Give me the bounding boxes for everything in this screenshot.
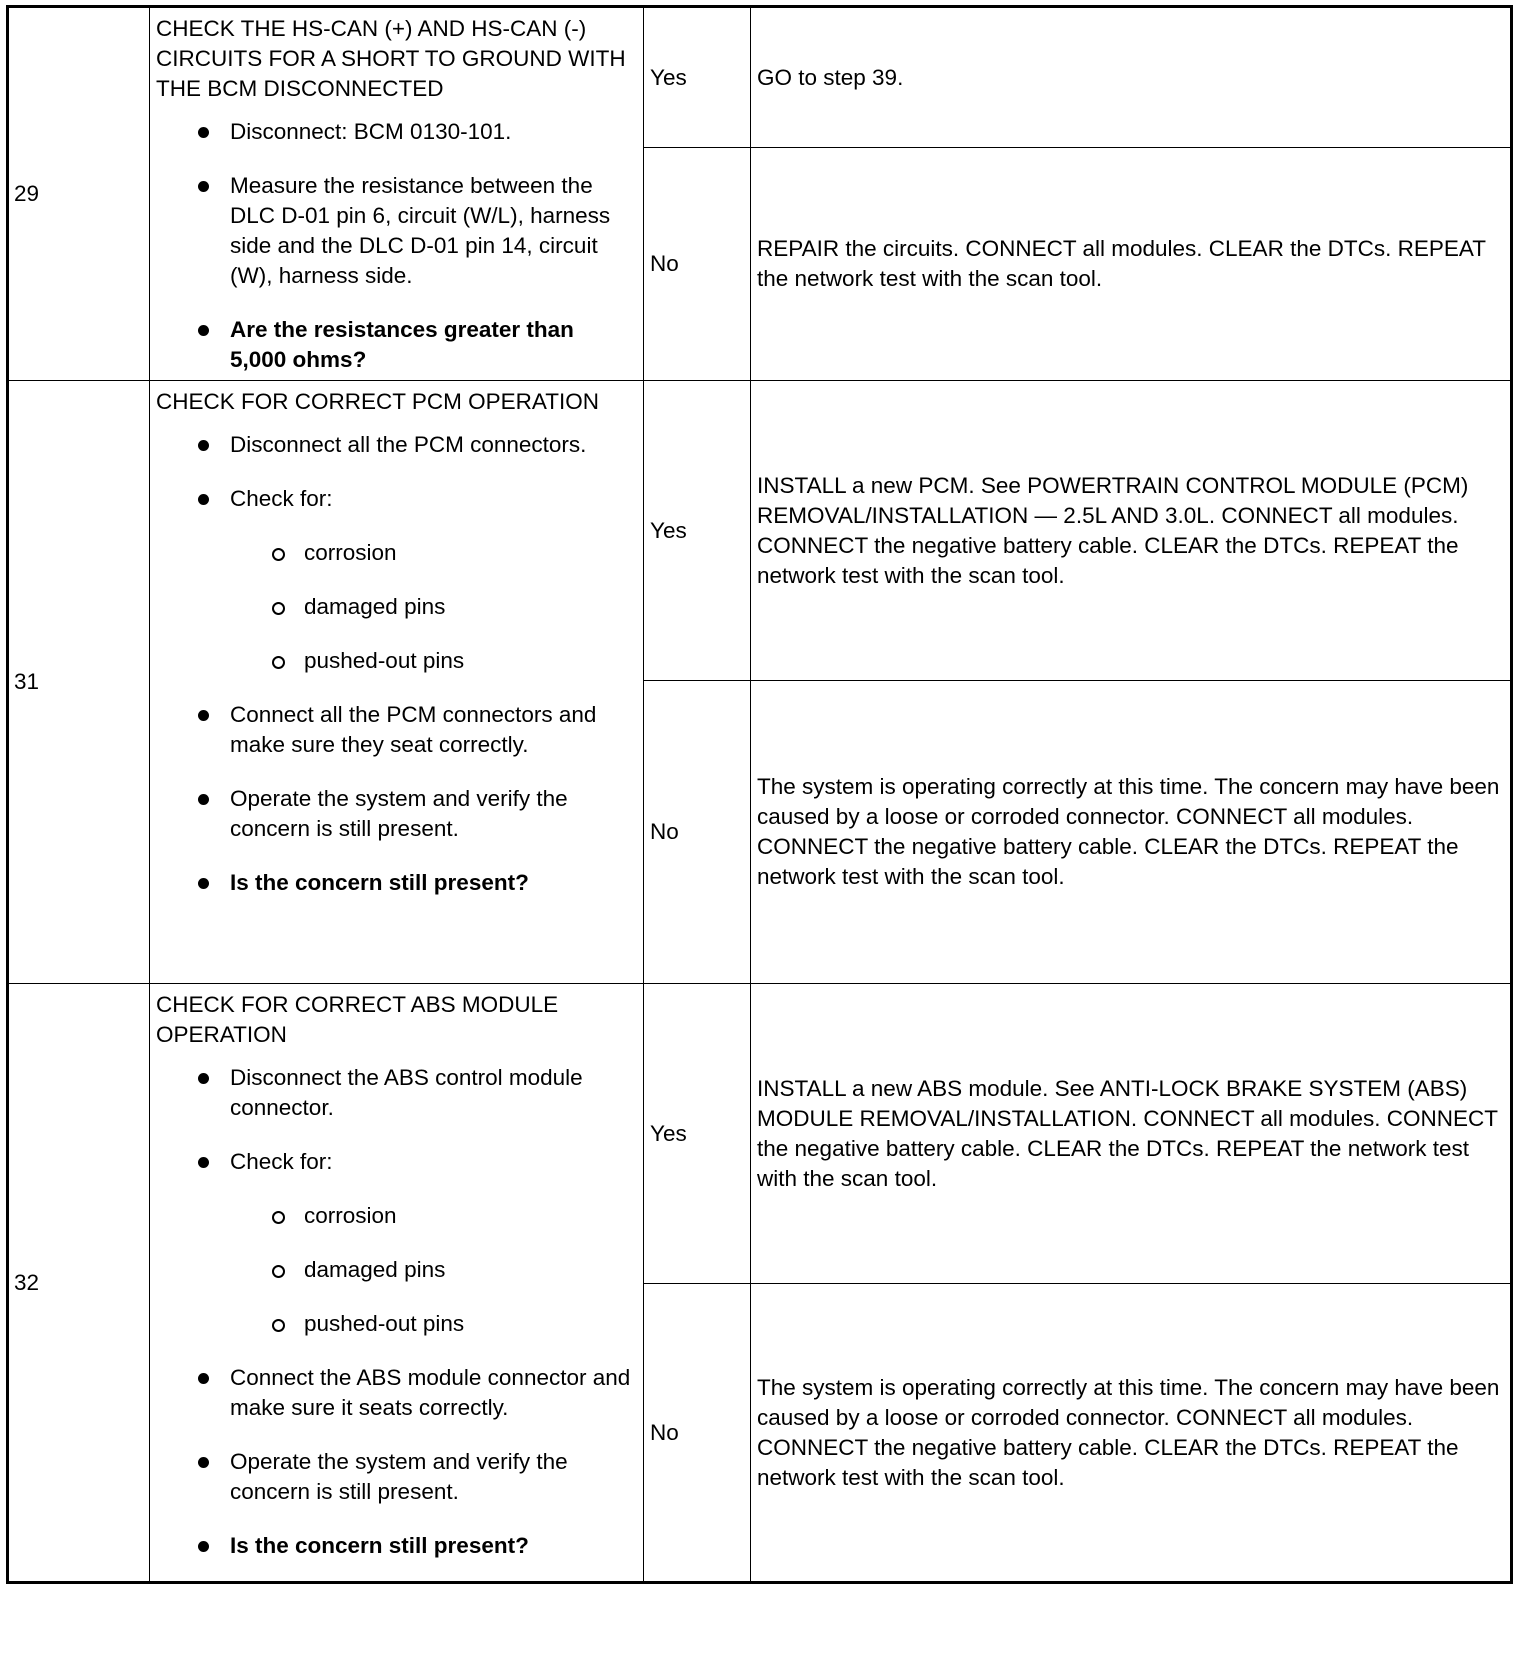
check-item: pushed-out pins	[156, 646, 635, 676]
instruction-item: Operate the system and verify the concern is still present.	[156, 784, 635, 844]
check-item: damaged pins	[156, 1255, 635, 1285]
check-item: pushed-out pins	[156, 1309, 635, 1339]
instruction-item: Operate the system and verify the concern is still present.	[156, 1447, 635, 1507]
step-action	[150, 381, 644, 984]
instruction-question: Are the resistances greater than 5,000 ohms?	[156, 315, 635, 375]
step-action	[150, 984, 644, 1583]
answer-yes-result: INSTALL a new ABS module. See ANTI-LOCK BRAKE SYSTEM (ABS) MODULE REMOVAL/INSTALLATION. CONNECT all modules. CONNECT the negative battery cable. CLEAR the DTCs. REPEAT the network test with the scan tool.	[751, 984, 1512, 1284]
instruction-question: Is the concern still present?	[156, 868, 635, 898]
answer-no-result: The system is operating correctly at this time. The concern may have been caused by a loose or corroded connector. CONNECT all modules. CONNECT the negative battery cable. CLEAR the DTCs. REPEAT the network test with the scan tool.	[751, 1284, 1512, 1583]
step-29-yes-row	[8, 7, 1512, 148]
step-32-yes-row	[8, 984, 1512, 1284]
check-item: corrosion	[156, 538, 635, 568]
answer-yes-label: Yes	[644, 381, 751, 681]
instruction-item: Measure the resistance between the DLC D-01 pin 6, circuit (W/L), harness side and the DLC D-01 pin 14, circuit (W), harness side.	[156, 171, 635, 291]
check-for-label: Check for:	[230, 1149, 333, 1174]
check-for-label: Check for:	[230, 486, 333, 511]
answer-no-result: The system is operating correctly at this time. The concern may have been caused by a loose or corroded connector. CONNECT all modules. CONNECT the negative battery cable. CLEAR the DTCs. REPEAT the network test with the scan tool.	[751, 681, 1512, 984]
instruction-item	[156, 484, 635, 676]
step-title: CHECK THE HS-CAN (+) AND HS-CAN (-) CIRCUITS FOR A SHORT TO GROUND WITH THE BCM DISCONNECTED	[156, 16, 626, 101]
answer-yes-result: GO to step 39.	[751, 7, 1512, 148]
step-instructions	[156, 1063, 635, 1561]
step-number: 32	[8, 984, 150, 1583]
step-instructions	[156, 117, 635, 375]
instruction-item	[156, 1147, 635, 1339]
check-item: damaged pins	[156, 592, 635, 622]
answer-no-label: No	[644, 681, 751, 984]
answer-no-result: REPAIR the circuits. CONNECT all modules. CLEAR the DTCs. REPEAT the network test with the scan tool.	[751, 148, 1512, 381]
instruction-item: Connect all the PCM connectors and make sure they seat correctly.	[156, 700, 635, 760]
step-action	[150, 7, 644, 381]
answer-yes-result: INSTALL a new PCM. See POWERTRAIN CONTROL MODULE (PCM) REMOVAL/INSTALLATION — 2.5L AND 3.0L. CONNECT all modules. CONNECT the negative battery cable. CLEAR the DTCs. REPEAT the network test with the scan tool.	[751, 381, 1512, 681]
step-title: CHECK FOR CORRECT PCM OPERATION	[156, 389, 599, 414]
instruction-item: Disconnect: BCM 0130-101.	[156, 117, 635, 147]
step-instructions	[156, 430, 635, 898]
step-31-yes-row	[8, 381, 1512, 681]
answer-no-label: No	[644, 1284, 751, 1583]
diagnostic-steps-table	[6, 5, 1513, 1584]
answer-yes-label: Yes	[644, 984, 751, 1284]
instruction-item: Connect the ABS module connector and make sure it seats correctly.	[156, 1363, 635, 1423]
step-title: CHECK FOR CORRECT ABS MODULE OPERATION	[156, 992, 559, 1047]
answer-yes-label: Yes	[644, 7, 751, 148]
answer-no-label: No	[644, 148, 751, 381]
check-list	[230, 1201, 635, 1339]
step-number: 31	[8, 381, 150, 984]
instruction-item: Disconnect all the PCM connectors.	[156, 430, 635, 460]
instruction-item: Disconnect the ABS control module connector.	[156, 1063, 635, 1123]
instruction-question: Is the concern still present?	[156, 1531, 635, 1561]
step-number: 29	[8, 7, 150, 381]
check-list	[230, 538, 635, 676]
check-item: corrosion	[156, 1201, 635, 1231]
